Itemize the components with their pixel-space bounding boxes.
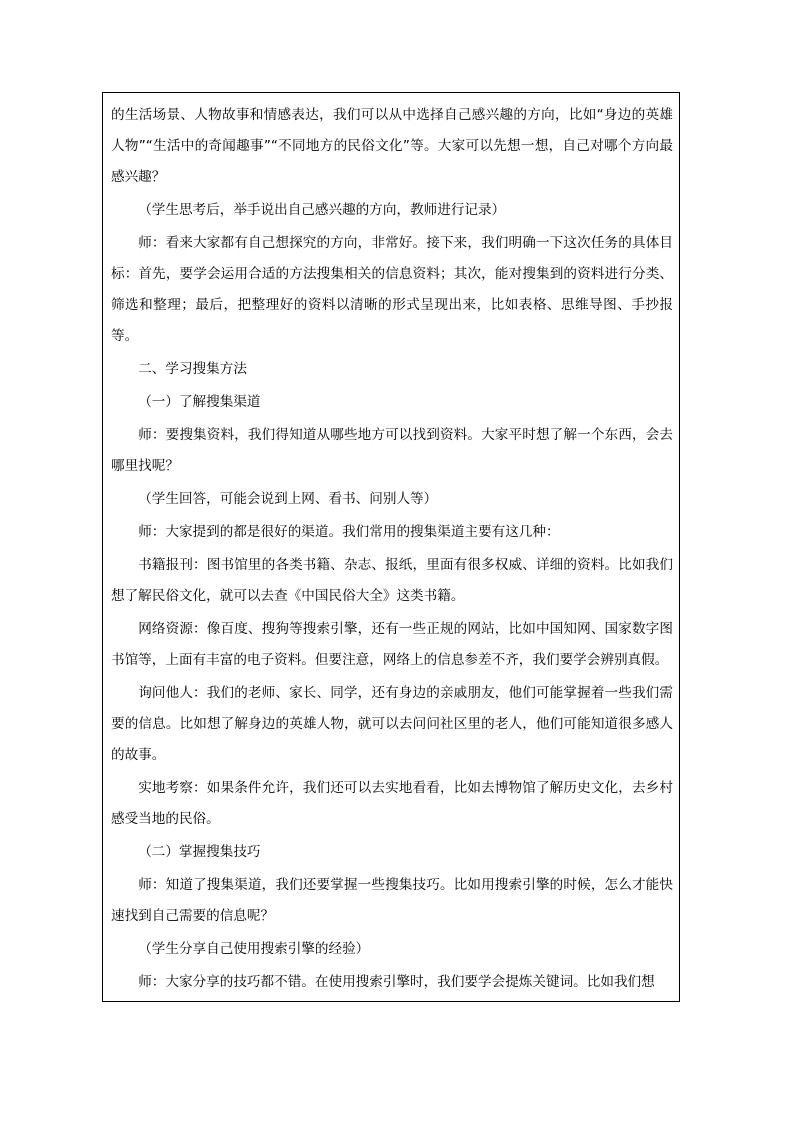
paragraph-student-thinking-note: （学生思考后，举手说出自己感兴趣的方向，教师进行记录） — [138, 202, 506, 218]
paragraph-where-to-find: 师：要搜集资料，我们得知道从哪些地方可以找到资料。大家平时想了解一个东西，会去哪里找呢？ — [111, 427, 673, 474]
paragraph-books-periodicals: 书籍报刊：图书馆里的各类书籍、杂志、报纸，里面有很多权威、详细的资料。比如我们想了解民俗文化，就可以去查《中国民俗大全》这类书籍。 — [111, 557, 673, 604]
paragraph-common-channels: 师：大家提到的都是很好的渠道。我们常用的搜集渠道主要有这几种： — [138, 524, 560, 540]
document-table-cell — [102, 92, 680, 1002]
section-heading-learn-methods: 二、学习搜集方法 — [138, 361, 247, 377]
subsection-heading-techniques: （二）掌握搜集技巧 — [138, 844, 261, 860]
paragraph-student-answer-note: （学生回答，可能会说到上网、看书、问别人等） — [138, 491, 438, 507]
paragraph-task-goals: 师：看来大家都有自己想探究的方向，非常好。接下来，我们明确一下这次任务的具体目标：首先，要学会运用合适的方法搜集相关的信息资料；其次，能对搜集到的资料进行分类、筛选和整理；最后，把整理好的资料以清晰的形式呈现出来，比如表格、思维导图、手抄报等。 — [111, 235, 673, 344]
lesson-plan-body — [111, 100, 673, 998]
paragraph-search-question: 师：知道了搜集渠道，我们还要掌握一些搜集技巧。比如用搜索引擎的时候，怎么才能快速找到自己需要的信息呢？ — [111, 877, 673, 924]
paragraph-online-resources: 网络资源：像百度、搜狗等搜索引擎，还有一些正规的网站，比如中国知网、国家数字图书馆等，上面有丰富的电子资料。但要注意，网络上的信息参差不齐，我们要学会辨别真假。 — [111, 621, 673, 668]
paragraph-ask-others: 询问他人：我们的老师、家长、同学，还有身边的亲戚朋友，他们可能掌握着一些我们需要的信息。比如想了解身边的英雄人物，就可以去问问社区里的老人，他们可能知道很多感人的故事。 — [111, 685, 673, 763]
paragraph-field-visit: 实地考察：如果条件允许，我们还可以去实地看看，比如去博物馆了解历史文化，去乡村感受当地的民俗。 — [111, 780, 673, 827]
paragraph-keywords: 师：大家分享的技巧都不错。在使用搜索引擎时，我们要学会提炼关键词。比如我们想 — [138, 974, 655, 990]
paragraph-continued-intro: 的生活场景、人物故事和情感表达，我们可以从中选择自己感兴趣的方向，比如“身边的英雄人物”“生活中的奇闻趣事”“不同地方的民俗文化”等。大家可以先想一想，自己对哪个方向最感兴趣？ — [111, 107, 673, 185]
paragraph-student-share-note: （学生分享自己使用搜索引擎的经验） — [138, 941, 370, 957]
subsection-heading-channels: （一）了解搜集渠道 — [138, 394, 261, 410]
